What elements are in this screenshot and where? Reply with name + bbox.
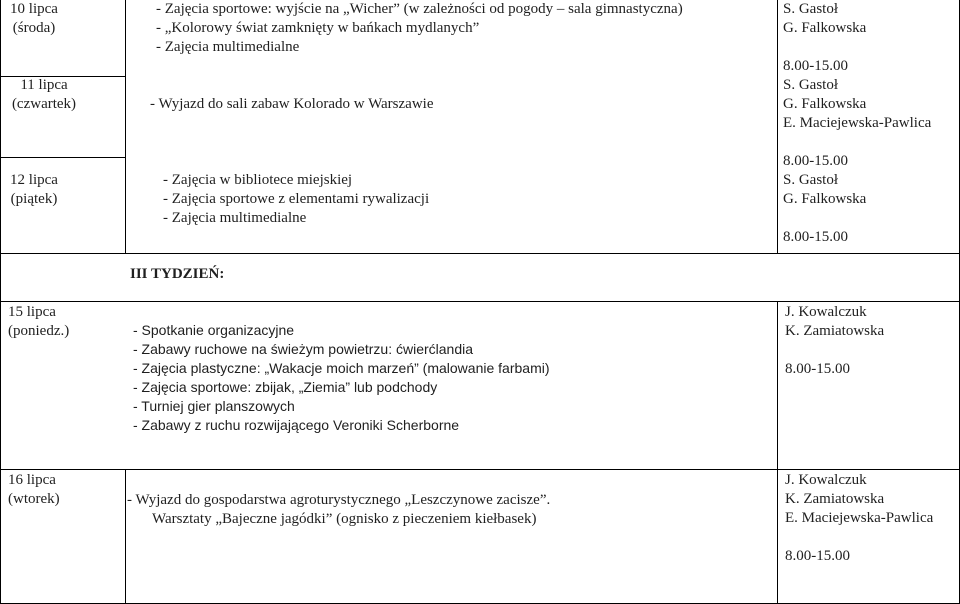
activity-item: - Wyjazd do sali zabaw Kolorado w Warszawie xyxy=(150,96,434,112)
activity-item: - Zajęcia sportowe z elementami rywalizacji xyxy=(163,191,430,207)
week-heading: III TYDZIEŃ: xyxy=(130,266,225,282)
row-date-cell xyxy=(2,171,66,209)
staff-hours: 8.00-15.00 xyxy=(785,361,850,377)
staff-spacer xyxy=(783,133,931,152)
row-divider xyxy=(0,301,960,302)
row-divider xyxy=(0,469,960,470)
staff-name: G. Falkowska xyxy=(783,191,867,207)
row-divider xyxy=(0,157,126,158)
activity-item: - Zajęcia multimedialne xyxy=(156,39,300,55)
activity-item: - Spotkanie organizacyjne xyxy=(133,322,295,338)
staff-name: G. Falkowska xyxy=(783,20,867,36)
staff-name: S. Gastoł xyxy=(783,1,839,17)
column-divider-date xyxy=(125,469,126,604)
staff-name: K. Zamiatowska xyxy=(785,323,885,339)
table-left-border xyxy=(0,0,1,604)
staff-name: J. Kowalczuk xyxy=(785,304,867,320)
weekday-label: (poniedz.) xyxy=(8,323,70,339)
activity-item: - Zajęcia multimedialne xyxy=(163,210,307,226)
date-label: 15 lipca xyxy=(8,304,56,320)
staff-spacer xyxy=(783,38,866,57)
column-divider-staff xyxy=(777,301,778,604)
staff-name: E. Maciejewska-Pawlica xyxy=(785,510,934,526)
activity-item: - Zabawy ruchowe na świeżym powietrzu: ćwierćlandia xyxy=(133,341,474,357)
row-activities-cell xyxy=(127,491,550,529)
staff-name: S. Gastoł xyxy=(783,172,839,188)
activity-item: - Turniej gier planszowych xyxy=(133,398,295,414)
staff-hours: 8.00-15.00 xyxy=(783,229,848,245)
activity-item: - Zajęcia w bibliotece miejskiej xyxy=(163,172,353,188)
row-staff-cell xyxy=(783,171,866,247)
staff-spacer xyxy=(785,341,884,360)
row-date-cell xyxy=(2,76,86,114)
activity-item: - Zajęcia sportowe: wyjście na „Wicher” (w zależności od pogody – sala gimnastyczna) xyxy=(156,1,683,17)
activity-item: - „Kolorowy świat zamknięty w bańkach mydlanych” xyxy=(156,20,480,36)
date-label: 11 lipca xyxy=(20,77,68,93)
weekday-label: (piątek) xyxy=(10,191,58,207)
weekday-label: (środa) xyxy=(12,20,56,36)
row-date-cell xyxy=(2,0,66,38)
row-staff-cell xyxy=(785,303,884,379)
staff-name: G. Falkowska xyxy=(783,96,867,112)
staff-name: S. Gastoł xyxy=(783,77,839,93)
staff-spacer xyxy=(783,209,866,228)
row-date-cell xyxy=(8,303,69,341)
staff-name: E. Maciejewska-Pawlica xyxy=(783,115,932,131)
weekday-label: (wtorek) xyxy=(8,491,60,507)
activity-item: - Zajęcia sportowe: zbijak, „Ziemia” lub podchody xyxy=(133,379,438,395)
column-divider-staff xyxy=(777,0,778,253)
row-activities-cell xyxy=(163,171,429,228)
date-label: 12 lipca xyxy=(10,172,58,188)
activity-item: Warsztaty „Bajeczne jagódki” (ognisko z pieczeniem kiełbasek) xyxy=(152,511,537,527)
row-staff-cell xyxy=(783,76,931,171)
date-label: 10 lipca xyxy=(10,1,58,17)
row-activities-cell xyxy=(156,0,683,57)
activity-item: - Wyjazd do gospodarstwa agroturystycznego „Leszczynowe zacisze”. xyxy=(127,492,551,508)
activity-item: - Zabawy z ruchu rozwijającego Veroniki Scherborne xyxy=(133,417,460,433)
staff-hours: 8.00-15.00 xyxy=(783,153,848,169)
row-activities-cell xyxy=(150,95,433,114)
row-date-cell xyxy=(8,471,60,509)
row-activities-cell xyxy=(133,321,550,435)
row-staff-cell xyxy=(783,0,866,76)
date-label: 16 lipca xyxy=(8,472,56,488)
staff-hours: 8.00-15.00 xyxy=(783,58,848,74)
row-staff-cell xyxy=(785,471,933,566)
row-divider xyxy=(0,253,960,254)
staff-hours: 8.00-15.00 xyxy=(785,548,850,564)
staff-name: J. Kowalczuk xyxy=(785,472,867,488)
activity-item: - Zajęcia plastyczne: „Wakacje moich marzeń” (malowanie farbami) xyxy=(133,360,550,376)
staff-name: K. Zamiatowska xyxy=(785,491,885,507)
staff-spacer xyxy=(785,528,933,547)
weekday-label: (czwartek) xyxy=(11,96,77,112)
column-divider-date xyxy=(125,0,126,253)
